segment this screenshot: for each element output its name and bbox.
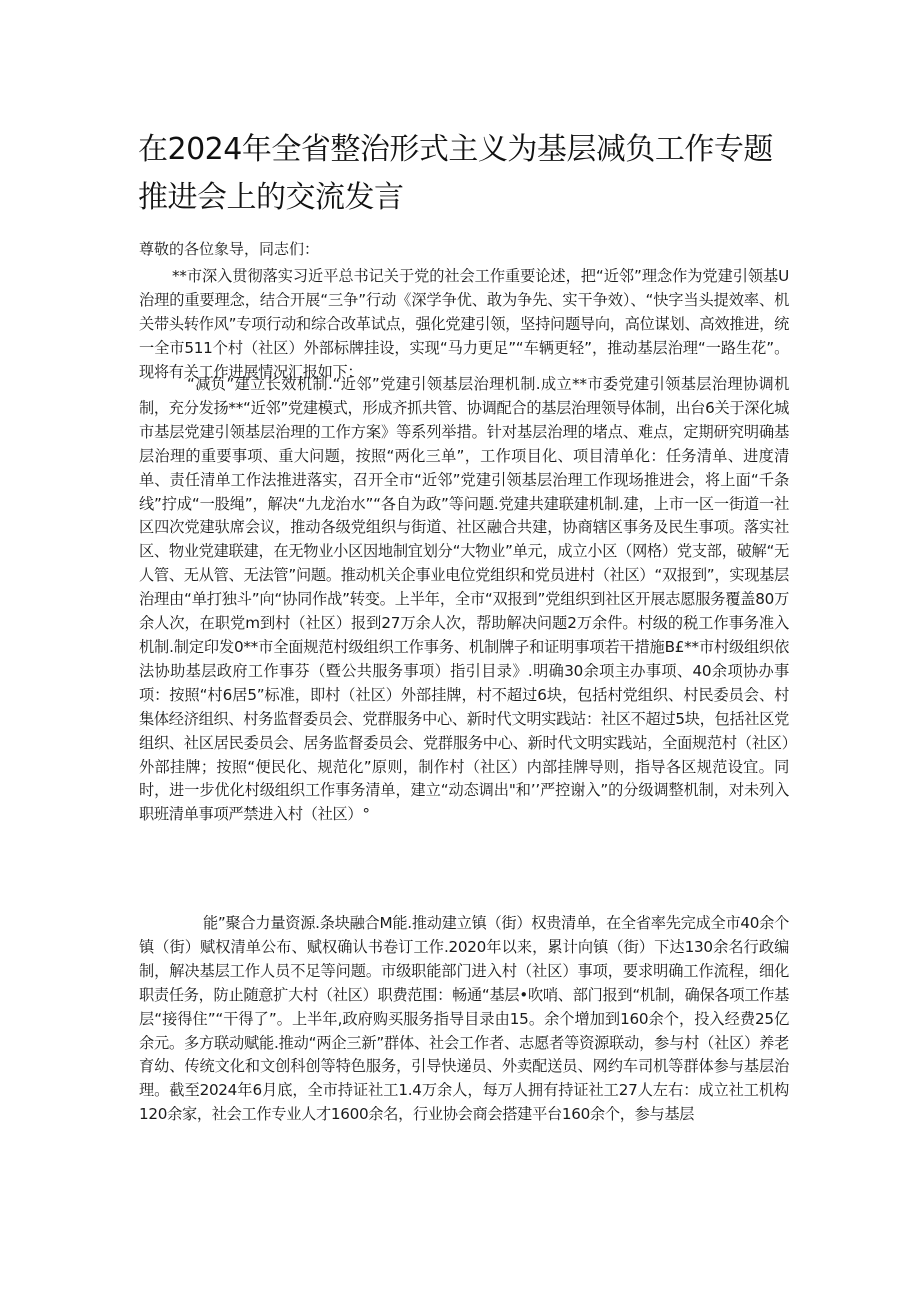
salutation: 尊敬的各位象导，同志们： <box>139 240 320 258</box>
paragraph-long-term-mechanism: “减负”建立长效机制.“近邻”党建引领基层治理机制.成立**市委党建引领基层治理协调机制，充分发扬**“近邻”党建模式，形成齐抓共管、协调配合的基层治理领导体制，出台6关于深化城市基层党建引领基层治理的工作方案》等系列举措。针对基层治理的堵点、难点，定期研究明确基层治理的重要事项、重大问题，按照“两化三单”，工作项目化、项目清单化：任务清单、进度清单、责任清单工作法推进落实，召开全市“近邻”党建引领基层治理工作现场推进会，将上面“千条线”拧成“一股绳”，解决“九龙治水”“各自为政”等问题.党建共建联建机制.建，上市一区一街道一社区四次党建驮席会议，推动各级党组织与街道、社区融合共建，协商辖区事务及民生事项。落实社区、物业党建联建，在无物业小区因地制宜划分“大物业”单元，成立小区（网格）党支部，破解“无人管、无从管、无法管”问题。推动机关企事业电位党组织和党员进村（社区）“双报到”，实现基层治理由“单打独斗”向“协同作战”转变。上半年，全市“双报到”党组织到社区开展志愿服务覆盖80万余人次，在职党m到村（社区）报到27万余人次，帮助解决问题2万余件。村级的税工作事务准入机制.制定印发0**市全面规范村级组织工作事务、机制牌子和证明事项若干措施B£**市村级组织依法协助基层政府工作事芬（暨公共服务事项）指引目录》.明确30余项主办事项、40余项协办事项：按照“村6居5”标准，即村（社区）外部挂牌，村不超过6块，包括村党组织、村民委员会、村集体经济组织、村务监督委员会、党群服务中心、新时代文明实践站：社区不超过5块，包括社区党组织、社区居民委员会、居务监督委员会、党群服务中心、新时代文明实践站，全面规范村（社区）外部挂牌；按照“便民化、规范化”原则，制作村（社区）内部挂牌导则，指导各区规范设宜。同时，进一步优化村级组织工作事务清单，建立“动态调出"和’’严控谢入”的分级调整机制，对未列入职班清单事项严禁进入村（社区）° <box>139 375 789 824</box>
paragraph-intro: **市深入贯彻落实习近平总书记关于党的社会工作重要论述，把“近邻”理念作为党建引领基U治理的重要理念，结合开展“三争”行动《深学争优、敢为争先、实干争效）、“快字当头提效率、机关带头转作风”专项行动和综合改革试点，强化党建引领，坚持问题导向，高位谋划、高效推进，统一全市511个村（社区）外部标牌挂设，实现“马力更足”“车辆更轻”，推动基层治理“一路生花”。现将有关工作进展情况汇报如下： <box>139 267 789 381</box>
paragraph-resource-integration: 能”聚合力量资源.条块融合M能.推动建立镇（街）权贵清单，在全省率先完成全市40余个镇（街）赋权清单公布、赋权确认书卷订工作.2020年以来，累计向镇（街）下达130余名行政编制，解决基层工作人员不足等问题。市级职能部门进入村（社区）事项，要求明确工作流程，细化职责任务，防止随意扩大村（社区）职费范围：畅通“基层•吹哨、部门报到“机制，确保各项工作基层“接得住”“干得了”。上半年,政府购买服务指导目录由15。余个增加到160余个，投入经费25亿余元。多方联动赋能.推动“两企三新”群体、社会工作者、志愿者等资源联动，参与村（社区）养老育幼、传统文化和文创科创等特色服务，引导快递员、外卖配送员、网约车司机等群体参与基层治理。截至2024年6月底，全市持证社工1.4万余人，每万人拥有持证社工27人左右：成立社工机构120余家，社会工作专业人才1600余名，行业协会商会搭建平台160余个，参与基层 <box>139 914 789 1124</box>
document-title: 在2024年全省整治形式主义为基层减负工作专题推进会上的交流发言 <box>138 132 773 215</box>
